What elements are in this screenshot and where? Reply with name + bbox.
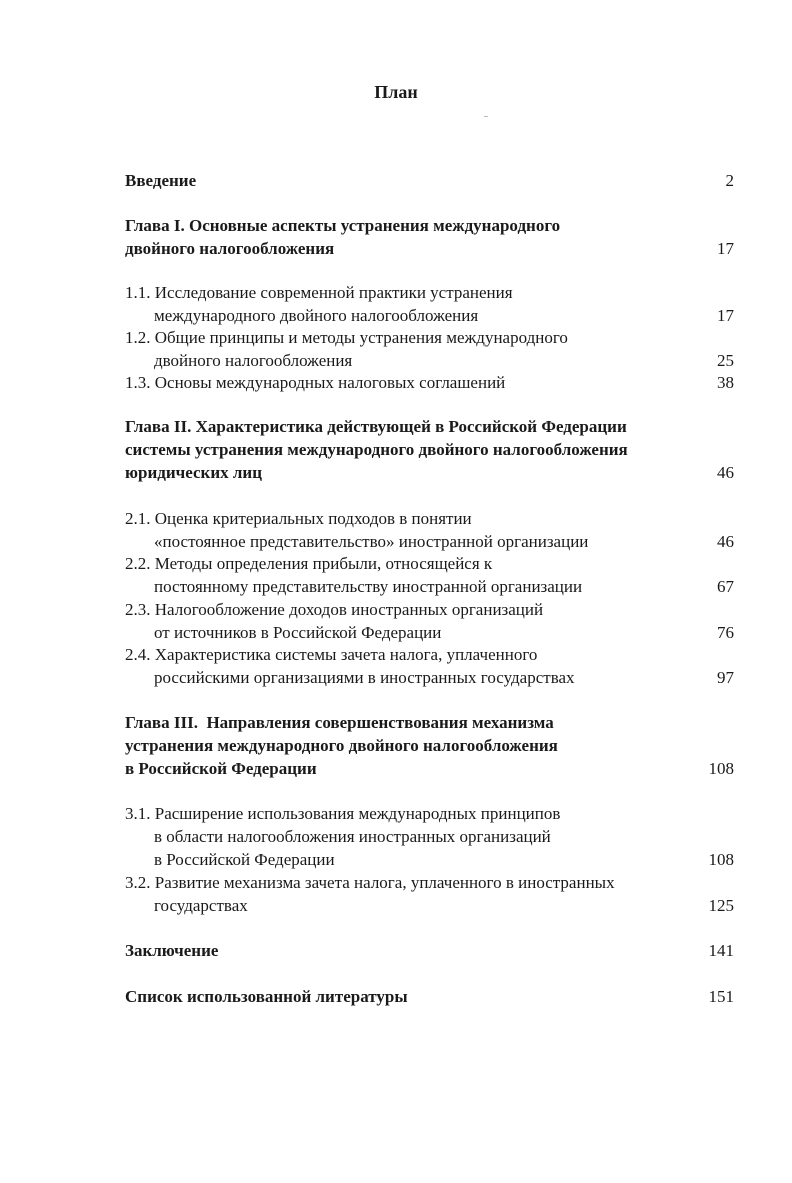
toc-section-2-1[interactable] <box>0 507 792 531</box>
toc-page-number: 67 <box>717 577 734 596</box>
toc-page-number: 46 <box>717 532 734 551</box>
toc-entry-label: Список использованной литературы <box>125 987 408 1006</box>
toc-section-title: 2.2. Методы определения прибыли, относящейся к <box>125 554 493 573</box>
toc-section-3-2[interactable] <box>0 871 792 895</box>
toc-page-number: 25 <box>717 351 734 370</box>
toc-chapter-2-line-2[interactable] <box>0 438 792 462</box>
toc-section-1-3[interactable] <box>0 371 792 395</box>
toc-section-2-2[interactable] <box>0 552 792 576</box>
toc-section-1-2-cont[interactable] <box>0 349 792 373</box>
toc-entry-references[interactable] <box>0 985 792 1009</box>
toc-page-number: 108 <box>708 850 734 869</box>
toc-chapter-title: Глава II. Характеристика действующей в Российской Федерации <box>125 417 627 436</box>
toc-chapter-title: Глава III. Направления совершенствования механизма <box>125 713 554 732</box>
toc-entry-conclusion[interactable] <box>0 939 792 963</box>
toc-section-3-1-cont-2[interactable] <box>0 848 792 872</box>
toc-page-number: 17 <box>717 239 734 258</box>
toc-section-title: постоянному представительству иностранной организации <box>154 577 583 596</box>
toc-chapter-title: в Российской Федерации <box>125 759 317 778</box>
toc-page-number: 108 <box>708 759 734 778</box>
toc-section-2-4[interactable] <box>0 643 792 667</box>
toc-section-title: от источников в Российской Федерации <box>154 623 442 642</box>
toc-section-title: 1.1. Исследование современной практики устранения <box>125 283 513 302</box>
toc-section-title: 1.2. Общие принципы и методы устранения международного <box>125 328 568 347</box>
scan-speck <box>484 116 488 117</box>
toc-page-number: 76 <box>717 623 734 642</box>
toc-section-title: двойного налогообложения <box>154 351 353 370</box>
toc-page-number: 46 <box>717 463 734 482</box>
toc-section-title: 3.2. Развитие механизма зачета налога, уплаченного в иностранных <box>125 873 615 892</box>
toc-section-2-2-cont[interactable] <box>0 575 792 599</box>
toc-section-2-1-cont[interactable] <box>0 530 792 554</box>
toc-section-1-2[interactable] <box>0 326 792 350</box>
toc-chapter-title: Глава I. Основные аспекты устранения международного <box>125 216 561 235</box>
toc-section-title: «постоянное представительство» иностранной организации <box>154 532 589 551</box>
toc-chapter-title: юридических лиц <box>125 463 262 482</box>
toc-chapter-1-line-2[interactable] <box>0 237 792 261</box>
toc-section-title: международного двойного налогообложения <box>154 306 479 325</box>
toc-section-2-3[interactable] <box>0 598 792 622</box>
toc-section-title: в Российской Федерации <box>154 850 335 869</box>
toc-section-title: 2.4. Характеристика системы зачета налога, уплаченного <box>125 645 538 664</box>
toc-page-number: 17 <box>717 306 734 325</box>
page-title: План <box>374 82 418 102</box>
toc-chapter-2-line-3[interactable] <box>0 461 792 485</box>
toc-page-number: 141 <box>708 941 734 960</box>
toc-section-title: 2.1. Оценка критериальных подходов в понятии <box>125 509 472 528</box>
toc-page-number: 97 <box>717 668 734 687</box>
toc-chapter-2-line-1[interactable] <box>0 415 792 439</box>
toc-chapter-3-line-2[interactable] <box>0 734 792 758</box>
toc-page-number: 38 <box>717 373 734 392</box>
toc-chapter-title: двойного налогообложения <box>125 239 335 258</box>
toc-section-title: 1.3. Основы международных налоговых соглашений <box>125 373 506 392</box>
toc-page-number: 2 <box>725 171 734 190</box>
toc-page-number: 151 <box>708 987 734 1006</box>
toc-section-2-3-cont[interactable] <box>0 621 792 645</box>
toc-chapter-title: системы устранения международного двойного налогообложения <box>125 440 628 459</box>
toc-entry-label: Введение <box>125 171 197 190</box>
toc-section-2-4-cont[interactable] <box>0 666 792 690</box>
toc-chapter-3-line-1[interactable] <box>0 711 792 735</box>
toc-chapter-3-line-3[interactable] <box>0 757 792 781</box>
toc-section-title: государствах <box>154 896 248 915</box>
toc-section-3-1[interactable] <box>0 802 792 826</box>
toc-chapter-title: устранения международного двойного налогообложения <box>125 736 558 755</box>
toc-entry-label: Заключение <box>125 941 219 960</box>
toc-section-1-1-cont[interactable] <box>0 304 792 328</box>
toc-section-3-1-cont[interactable] <box>0 825 792 849</box>
toc-chapter-1-line-1[interactable] <box>0 214 792 238</box>
toc-entry-introduction[interactable] <box>0 169 792 193</box>
toc-section-title: в области налогообложения иностранных организаций <box>154 827 551 846</box>
toc-section-title: 3.1. Расширение использования международных принципов <box>125 804 561 823</box>
toc-page-number: 125 <box>708 896 734 915</box>
toc-section-title: российскими организациями в иностранных государствах <box>154 668 575 687</box>
toc-section-title: 2.3. Налогообложение доходов иностранных организаций <box>125 600 544 619</box>
toc-section-3-2-cont[interactable] <box>0 894 792 918</box>
toc-section-1-1[interactable] <box>0 281 792 305</box>
